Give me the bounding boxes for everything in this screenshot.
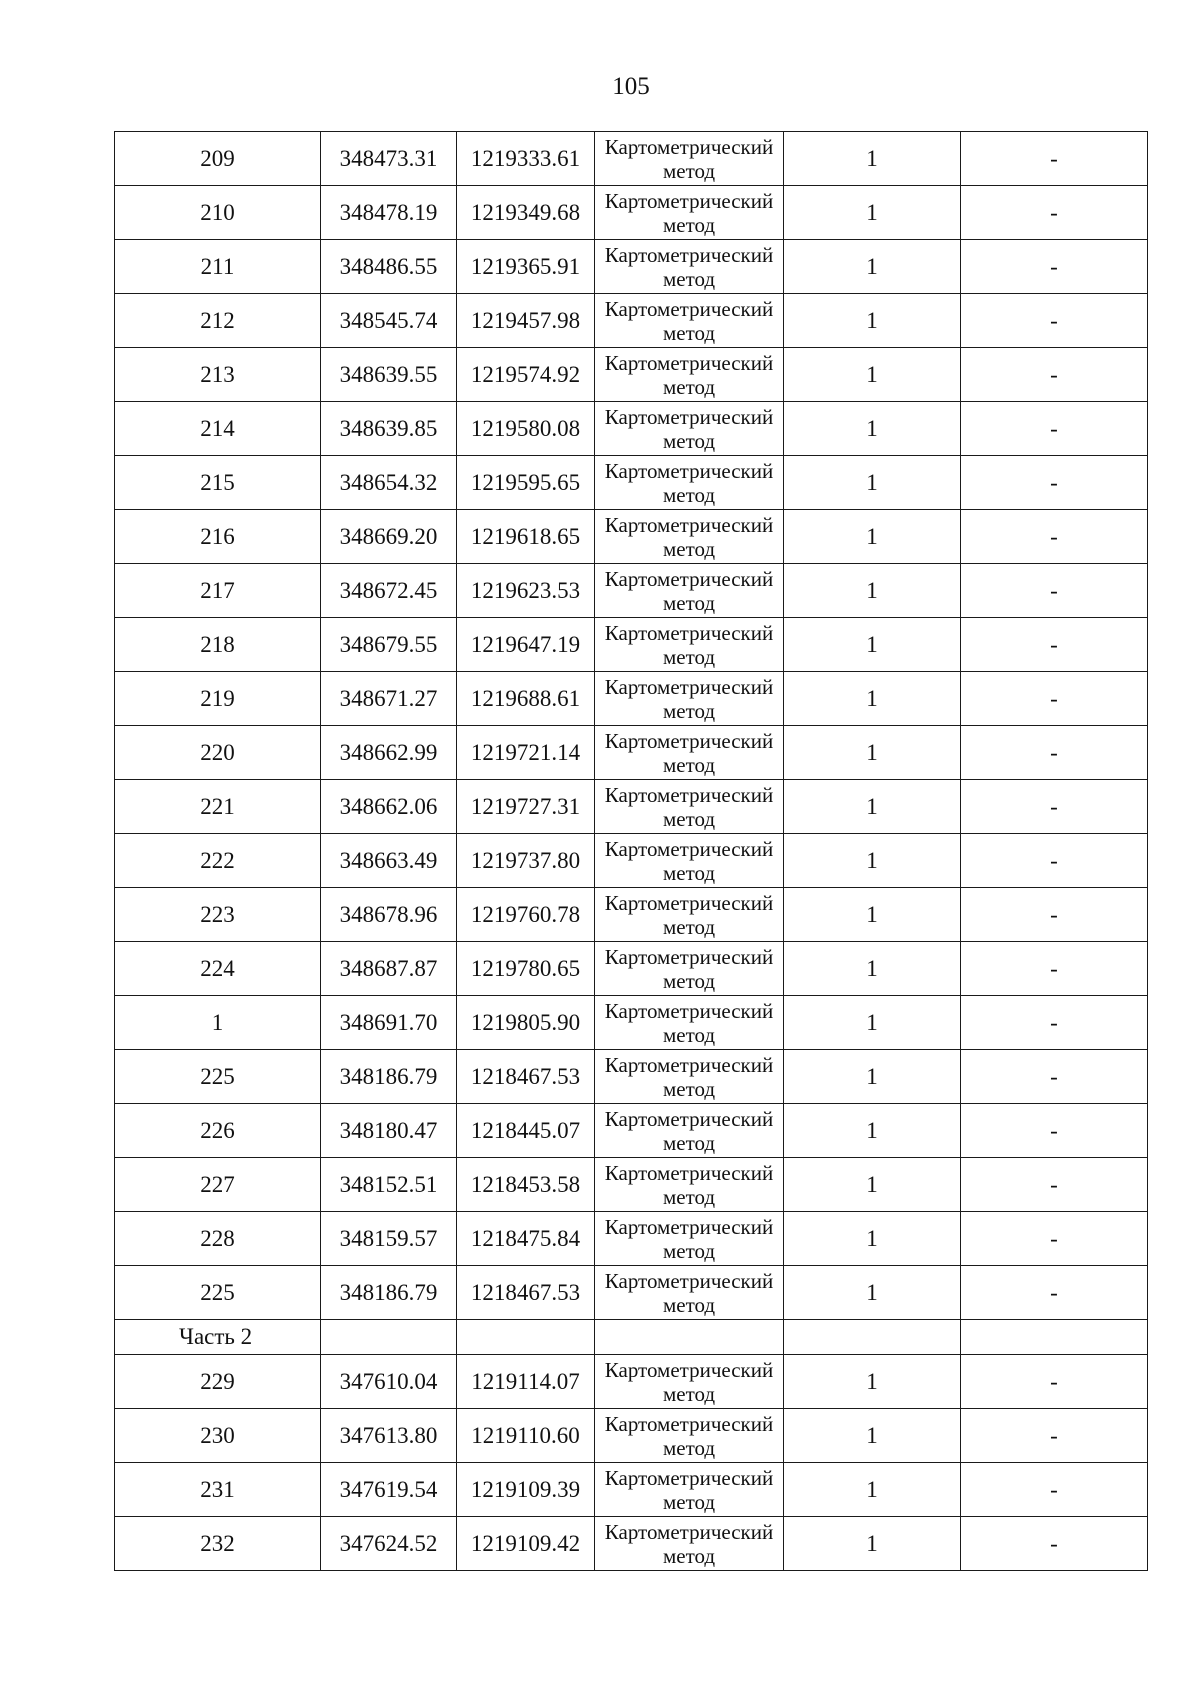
point-number-cell: 221 bbox=[115, 780, 321, 834]
table-row bbox=[115, 618, 1148, 672]
x-coordinate-cell: 347619.54 bbox=[321, 1463, 457, 1517]
table-body-part-2 bbox=[115, 1355, 1148, 1571]
table-row bbox=[115, 294, 1148, 348]
table-row bbox=[115, 1212, 1148, 1266]
accuracy-cell: 1 bbox=[784, 1158, 961, 1212]
y-coordinate-cell: 1218467.53 bbox=[457, 1050, 595, 1104]
point-number-cell: 210 bbox=[115, 186, 321, 240]
point-number-cell: 230 bbox=[115, 1409, 321, 1463]
note-cell: - bbox=[961, 510, 1148, 564]
point-number-cell: 212 bbox=[115, 294, 321, 348]
y-coordinate-cell: 1218445.07 bbox=[457, 1104, 595, 1158]
accuracy-cell: 1 bbox=[784, 402, 961, 456]
point-number-cell: 220 bbox=[115, 726, 321, 780]
y-coordinate-cell: 1219580.08 bbox=[457, 402, 595, 456]
accuracy-cell: 1 bbox=[784, 1212, 961, 1266]
table-row bbox=[115, 186, 1148, 240]
accuracy-cell: 1 bbox=[784, 132, 961, 186]
y-coordinate-cell: 1219721.14 bbox=[457, 726, 595, 780]
method-cell: Картометрический метод bbox=[595, 1266, 784, 1320]
method-cell: Картометрический метод bbox=[595, 1355, 784, 1409]
method-cell: Картометрический метод bbox=[595, 780, 784, 834]
note-cell: - bbox=[961, 1266, 1148, 1320]
accuracy-cell: 1 bbox=[784, 1463, 961, 1517]
note-cell: - bbox=[961, 726, 1148, 780]
x-coordinate-cell: 348662.99 bbox=[321, 726, 457, 780]
accuracy-cell: 1 bbox=[784, 456, 961, 510]
x-coordinate-cell: 348186.79 bbox=[321, 1266, 457, 1320]
x-coordinate-cell: 348678.96 bbox=[321, 888, 457, 942]
section-label: Часть 2 bbox=[115, 1320, 321, 1355]
accuracy-cell: 1 bbox=[784, 1104, 961, 1158]
method-cell: Картометрический метод bbox=[595, 240, 784, 294]
x-coordinate-cell: 348662.06 bbox=[321, 780, 457, 834]
accuracy-cell: 1 bbox=[784, 672, 961, 726]
accuracy-cell: 1 bbox=[784, 1266, 961, 1320]
point-number-cell: 215 bbox=[115, 456, 321, 510]
table-row bbox=[115, 942, 1148, 996]
note-cell: - bbox=[961, 402, 1148, 456]
method-cell: Картометрический метод bbox=[595, 834, 784, 888]
y-coordinate-cell: 1219623.53 bbox=[457, 564, 595, 618]
method-cell: Картометрический метод bbox=[595, 294, 784, 348]
table-row bbox=[115, 132, 1148, 186]
note-cell: - bbox=[961, 240, 1148, 294]
method-cell: Картометрический метод bbox=[595, 996, 784, 1050]
point-number-cell: 226 bbox=[115, 1104, 321, 1158]
method-cell: Картометрический метод bbox=[595, 1158, 784, 1212]
x-coordinate-cell: 348663.49 bbox=[321, 834, 457, 888]
accuracy-cell: 1 bbox=[784, 618, 961, 672]
table-row bbox=[115, 1158, 1148, 1212]
x-coordinate-cell: 348180.47 bbox=[321, 1104, 457, 1158]
y-coordinate-cell: 1219805.90 bbox=[457, 996, 595, 1050]
x-coordinate-cell: 348691.70 bbox=[321, 996, 457, 1050]
accuracy-cell: 1 bbox=[784, 834, 961, 888]
table-section-part-2 bbox=[115, 1320, 1148, 1355]
x-coordinate-cell: 348159.57 bbox=[321, 1212, 457, 1266]
note-cell: - bbox=[961, 1050, 1148, 1104]
point-number-cell: 1 bbox=[115, 996, 321, 1050]
point-number-cell: 211 bbox=[115, 240, 321, 294]
point-number-cell: 218 bbox=[115, 618, 321, 672]
accuracy-cell: 1 bbox=[784, 1409, 961, 1463]
accuracy-cell: 1 bbox=[784, 510, 961, 564]
table-row bbox=[115, 1463, 1148, 1517]
x-coordinate-cell: 348669.20 bbox=[321, 510, 457, 564]
y-coordinate-cell: 1219737.80 bbox=[457, 834, 595, 888]
section-header-row bbox=[115, 1320, 1148, 1355]
accuracy-cell: 1 bbox=[784, 348, 961, 402]
table-body-part-1 bbox=[115, 132, 1148, 1320]
note-cell: - bbox=[961, 996, 1148, 1050]
accuracy-cell: 1 bbox=[784, 240, 961, 294]
point-number-cell: 214 bbox=[115, 402, 321, 456]
accuracy-cell: 1 bbox=[784, 942, 961, 996]
method-cell: Картометрический метод bbox=[595, 186, 784, 240]
method-cell: Картометрический метод bbox=[595, 132, 784, 186]
accuracy-cell: 1 bbox=[784, 780, 961, 834]
y-coordinate-cell: 1219110.60 bbox=[457, 1409, 595, 1463]
point-number-cell: 223 bbox=[115, 888, 321, 942]
table-row bbox=[115, 1266, 1148, 1320]
table-row bbox=[115, 1050, 1148, 1104]
y-coordinate-cell: 1219647.19 bbox=[457, 618, 595, 672]
y-coordinate-cell: 1219618.65 bbox=[457, 510, 595, 564]
empty-cell bbox=[961, 1320, 1148, 1355]
point-number-cell: 229 bbox=[115, 1355, 321, 1409]
y-coordinate-cell: 1219457.98 bbox=[457, 294, 595, 348]
x-coordinate-cell: 348486.55 bbox=[321, 240, 457, 294]
point-number-cell: 219 bbox=[115, 672, 321, 726]
note-cell: - bbox=[961, 1517, 1148, 1571]
note-cell: - bbox=[961, 1355, 1148, 1409]
method-cell: Картометрический метод bbox=[595, 942, 784, 996]
point-number-cell: 227 bbox=[115, 1158, 321, 1212]
table-row bbox=[115, 996, 1148, 1050]
y-coordinate-cell: 1219780.65 bbox=[457, 942, 595, 996]
empty-cell bbox=[321, 1320, 457, 1355]
point-number-cell: 217 bbox=[115, 564, 321, 618]
x-coordinate-cell: 348654.32 bbox=[321, 456, 457, 510]
x-coordinate-cell: 347613.80 bbox=[321, 1409, 457, 1463]
note-cell: - bbox=[961, 1158, 1148, 1212]
point-number-cell: 228 bbox=[115, 1212, 321, 1266]
table-row bbox=[115, 1409, 1148, 1463]
coordinates-table bbox=[114, 131, 1148, 1571]
note-cell: - bbox=[961, 618, 1148, 672]
table-row bbox=[115, 888, 1148, 942]
point-number-cell: 231 bbox=[115, 1463, 321, 1517]
method-cell: Картометрический метод bbox=[595, 618, 784, 672]
method-cell: Картометрический метод bbox=[595, 348, 784, 402]
method-cell: Картометрический метод bbox=[595, 456, 784, 510]
y-coordinate-cell: 1219595.65 bbox=[457, 456, 595, 510]
method-cell: Картометрический метод bbox=[595, 1463, 784, 1517]
table-row bbox=[115, 780, 1148, 834]
accuracy-cell: 1 bbox=[784, 996, 961, 1050]
x-coordinate-cell: 348473.31 bbox=[321, 132, 457, 186]
y-coordinate-cell: 1219365.91 bbox=[457, 240, 595, 294]
note-cell: - bbox=[961, 132, 1148, 186]
point-number-cell: 213 bbox=[115, 348, 321, 402]
y-coordinate-cell: 1219727.31 bbox=[457, 780, 595, 834]
method-cell: Картометрический метод bbox=[595, 672, 784, 726]
table-row bbox=[115, 348, 1148, 402]
note-cell: - bbox=[961, 294, 1148, 348]
point-number-cell: 216 bbox=[115, 510, 321, 564]
table-row bbox=[115, 672, 1148, 726]
method-cell: Картометрический метод bbox=[595, 1104, 784, 1158]
y-coordinate-cell: 1219349.68 bbox=[457, 186, 595, 240]
x-coordinate-cell: 348478.19 bbox=[321, 186, 457, 240]
y-coordinate-cell: 1219688.61 bbox=[457, 672, 595, 726]
method-cell: Картометрический метод bbox=[595, 1212, 784, 1266]
table-row bbox=[115, 240, 1148, 294]
note-cell: - bbox=[961, 564, 1148, 618]
point-number-cell: 224 bbox=[115, 942, 321, 996]
x-coordinate-cell: 348152.51 bbox=[321, 1158, 457, 1212]
x-coordinate-cell: 347610.04 bbox=[321, 1355, 457, 1409]
note-cell: - bbox=[961, 1212, 1148, 1266]
note-cell: - bbox=[961, 780, 1148, 834]
accuracy-cell: 1 bbox=[784, 186, 961, 240]
note-cell: - bbox=[961, 1104, 1148, 1158]
x-coordinate-cell: 347624.52 bbox=[321, 1517, 457, 1571]
point-number-cell: 225 bbox=[115, 1266, 321, 1320]
accuracy-cell: 1 bbox=[784, 564, 961, 618]
table-row bbox=[115, 1104, 1148, 1158]
y-coordinate-cell: 1218467.53 bbox=[457, 1266, 595, 1320]
method-cell: Картометрический метод bbox=[595, 726, 784, 780]
empty-cell bbox=[784, 1320, 961, 1355]
y-coordinate-cell: 1219333.61 bbox=[457, 132, 595, 186]
table-row bbox=[115, 456, 1148, 510]
note-cell: - bbox=[961, 1409, 1148, 1463]
y-coordinate-cell: 1218475.84 bbox=[457, 1212, 595, 1266]
method-cell: Картометрический метод bbox=[595, 564, 784, 618]
x-coordinate-cell: 348687.87 bbox=[321, 942, 457, 996]
table-row bbox=[115, 726, 1148, 780]
table-row bbox=[115, 1517, 1148, 1571]
method-cell: Картометрический метод bbox=[595, 888, 784, 942]
accuracy-cell: 1 bbox=[784, 1355, 961, 1409]
x-coordinate-cell: 348545.74 bbox=[321, 294, 457, 348]
method-cell: Картометрический метод bbox=[595, 402, 784, 456]
empty-cell bbox=[457, 1320, 595, 1355]
empty-cell bbox=[595, 1320, 784, 1355]
note-cell: - bbox=[961, 942, 1148, 996]
method-cell: Картометрический метод bbox=[595, 1050, 784, 1104]
y-coordinate-cell: 1219109.39 bbox=[457, 1463, 595, 1517]
accuracy-cell: 1 bbox=[784, 1050, 961, 1104]
method-cell: Картометрический метод bbox=[595, 510, 784, 564]
x-coordinate-cell: 348671.27 bbox=[321, 672, 457, 726]
x-coordinate-cell: 348639.85 bbox=[321, 402, 457, 456]
x-coordinate-cell: 348186.79 bbox=[321, 1050, 457, 1104]
table-row bbox=[115, 510, 1148, 564]
accuracy-cell: 1 bbox=[784, 294, 961, 348]
point-number-cell: 225 bbox=[115, 1050, 321, 1104]
table-row bbox=[115, 834, 1148, 888]
table-row bbox=[115, 1355, 1148, 1409]
note-cell: - bbox=[961, 888, 1148, 942]
y-coordinate-cell: 1219760.78 bbox=[457, 888, 595, 942]
point-number-cell: 222 bbox=[115, 834, 321, 888]
method-cell: Картометрический метод bbox=[595, 1409, 784, 1463]
point-number-cell: 232 bbox=[115, 1517, 321, 1571]
y-coordinate-cell: 1219574.92 bbox=[457, 348, 595, 402]
method-cell: Картометрический метод bbox=[595, 1517, 784, 1571]
y-coordinate-cell: 1219109.42 bbox=[457, 1517, 595, 1571]
accuracy-cell: 1 bbox=[784, 888, 961, 942]
page-number: 105 bbox=[612, 73, 650, 100]
note-cell: - bbox=[961, 186, 1148, 240]
note-cell: - bbox=[961, 348, 1148, 402]
x-coordinate-cell: 348672.45 bbox=[321, 564, 457, 618]
y-coordinate-cell: 1218453.58 bbox=[457, 1158, 595, 1212]
table-row bbox=[115, 564, 1148, 618]
note-cell: - bbox=[961, 672, 1148, 726]
x-coordinate-cell: 348639.55 bbox=[321, 348, 457, 402]
accuracy-cell: 1 bbox=[784, 1517, 961, 1571]
note-cell: - bbox=[961, 834, 1148, 888]
table-row bbox=[115, 402, 1148, 456]
point-number-cell: 209 bbox=[115, 132, 321, 186]
y-coordinate-cell: 1219114.07 bbox=[457, 1355, 595, 1409]
note-cell: - bbox=[961, 456, 1148, 510]
accuracy-cell: 1 bbox=[784, 726, 961, 780]
note-cell: - bbox=[961, 1463, 1148, 1517]
x-coordinate-cell: 348679.55 bbox=[321, 618, 457, 672]
